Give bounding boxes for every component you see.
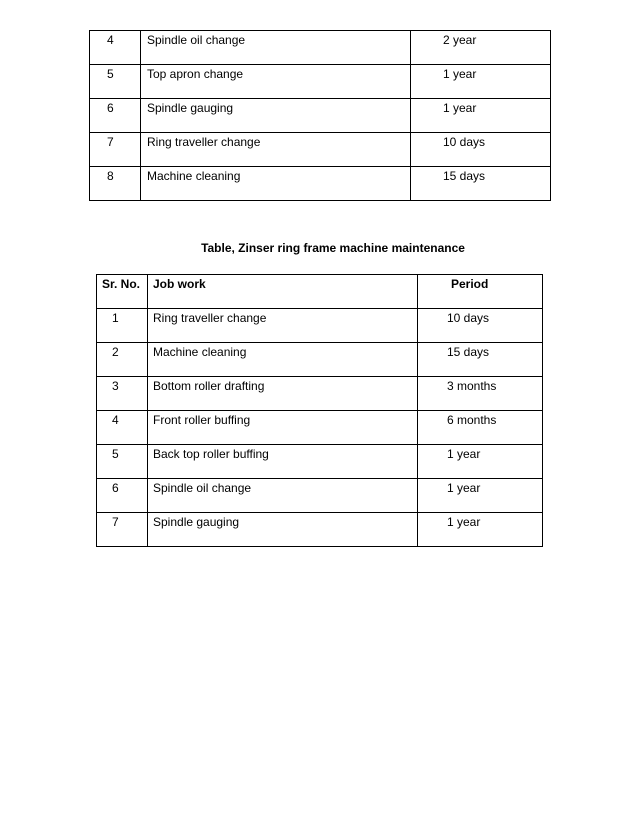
job-work-cell: Ring traveller change	[153, 311, 267, 325]
job-work-cell: Back top roller buffing	[153, 447, 269, 461]
period-cell: 10 days	[443, 135, 486, 149]
job-work-cell: Top apron change	[147, 67, 244, 81]
sr-no-cell: 4	[107, 33, 114, 47]
job-work-cell: Machine cleaning	[153, 345, 247, 359]
period-cell: 15 days	[443, 169, 486, 183]
table-row	[90, 133, 551, 167]
period-cell: 1 year	[443, 67, 477, 81]
table-row	[97, 411, 543, 445]
table-caption-text: Table, Zinser ring frame machine maintenance	[201, 241, 465, 255]
sr-no-cell: 8	[107, 169, 114, 183]
period-cell: 1 year	[447, 447, 481, 461]
period-header: Period	[451, 277, 489, 291]
job-work-cell: Machine cleaning	[147, 169, 241, 183]
job-work-cell: Spindle gauging	[147, 101, 234, 115]
table-row	[97, 445, 543, 479]
sr-no-header: Sr. No.	[102, 277, 141, 291]
job-work-cell: Spindle gauging	[153, 515, 240, 529]
zinser-maintenance-table	[96, 274, 543, 547]
job-work-cell: Front roller buffing	[153, 413, 251, 427]
job-work-cell: Spindle oil change	[153, 481, 252, 495]
job-work-header: Job work	[153, 277, 206, 291]
sr-no-cell: 7	[112, 515, 119, 529]
period-cell: 2 year	[443, 33, 477, 47]
job-work-cell: Bottom roller drafting	[153, 379, 265, 393]
sr-no-cell: 5	[107, 67, 114, 81]
sr-no-cell: 5	[112, 447, 119, 461]
period-cell: 10 days	[447, 311, 490, 325]
job-work-cell: Spindle oil change	[147, 33, 246, 47]
sr-no-cell: 4	[112, 413, 119, 427]
sr-no-cell: 1	[112, 311, 119, 325]
table-row	[97, 309, 543, 343]
table-row	[97, 479, 543, 513]
table-caption	[0, 241, 638, 255]
period-cell: 1 year	[443, 101, 477, 115]
sr-no-cell: 6	[112, 481, 119, 495]
table-row	[90, 31, 551, 65]
job-work-cell: Ring traveller change	[147, 135, 261, 149]
maintenance-table-continued	[89, 30, 551, 201]
table-row	[90, 99, 551, 133]
sr-no-cell: 6	[107, 101, 114, 115]
period-cell: 1 year	[447, 481, 481, 495]
period-cell: 3 months	[447, 379, 497, 393]
sr-no-cell: 3	[112, 379, 119, 393]
sr-no-cell: 2	[112, 345, 119, 359]
table-header-row	[97, 275, 543, 309]
table-row	[90, 65, 551, 99]
table-row	[90, 167, 551, 201]
period-cell: 1 year	[447, 515, 481, 529]
table-row	[97, 343, 543, 377]
period-cell: 6 months	[447, 413, 497, 427]
table-row	[97, 513, 543, 547]
table-row	[97, 377, 543, 411]
sr-no-cell: 7	[107, 135, 114, 149]
period-cell: 15 days	[447, 345, 490, 359]
